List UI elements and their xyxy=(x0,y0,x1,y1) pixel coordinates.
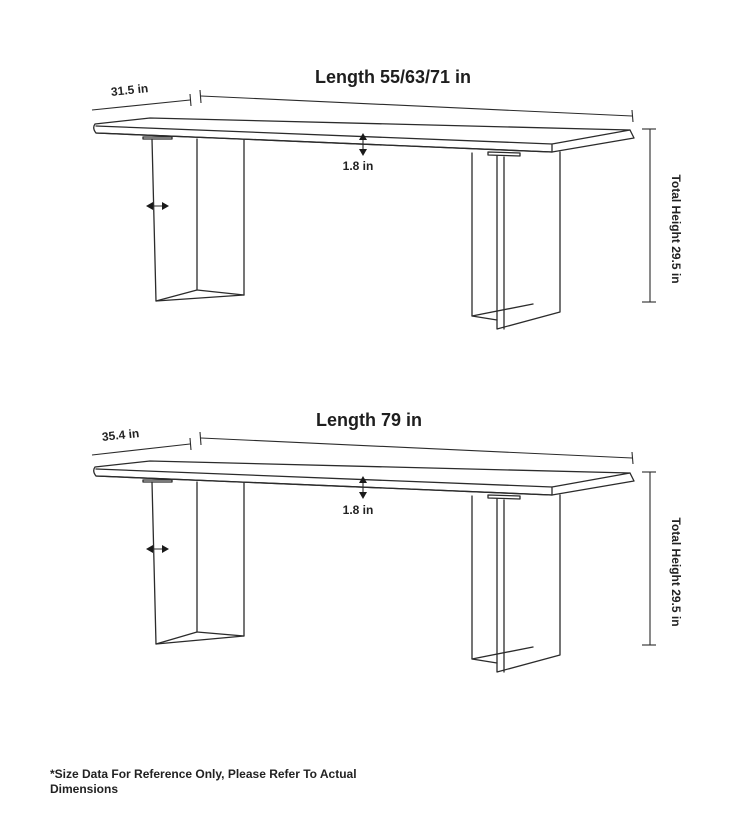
height-dimension-2 xyxy=(642,472,656,645)
leg-thickness-arrow-2 xyxy=(146,545,169,553)
size-disclaimer-note: *Size Data For Reference Only, Please Refer To Actual Dimensions xyxy=(50,767,357,796)
thickness-label-1: 1.8 in xyxy=(342,159,374,173)
length-label-2: Length 79 in xyxy=(315,410,423,430)
length-label-1: Length 55/63/71 in xyxy=(314,67,472,87)
width-label-2: 35.4 in xyxy=(101,426,140,444)
table-leg-left-1 xyxy=(143,137,244,301)
table-leg-left-2 xyxy=(143,480,244,644)
table-diagram-1 xyxy=(92,67,683,329)
height-label-2: Total Height 29.5 in xyxy=(669,517,683,627)
width-label-1: 31.5 in xyxy=(110,81,149,99)
table-diagram-2 xyxy=(92,410,683,672)
length-dimension-1 xyxy=(200,90,633,122)
leg-thickness-arrow-1 xyxy=(146,202,169,210)
table-leg-right-2 xyxy=(472,495,560,672)
width-dimension-1 xyxy=(92,94,191,110)
height-dimension-1 xyxy=(642,129,656,302)
height-label-1: Total Height 29.5 in xyxy=(669,174,683,284)
table-leg-right-1 xyxy=(472,152,560,329)
length-dimension-2 xyxy=(200,432,633,464)
thickness-label-2: 1.8 in xyxy=(342,503,374,517)
